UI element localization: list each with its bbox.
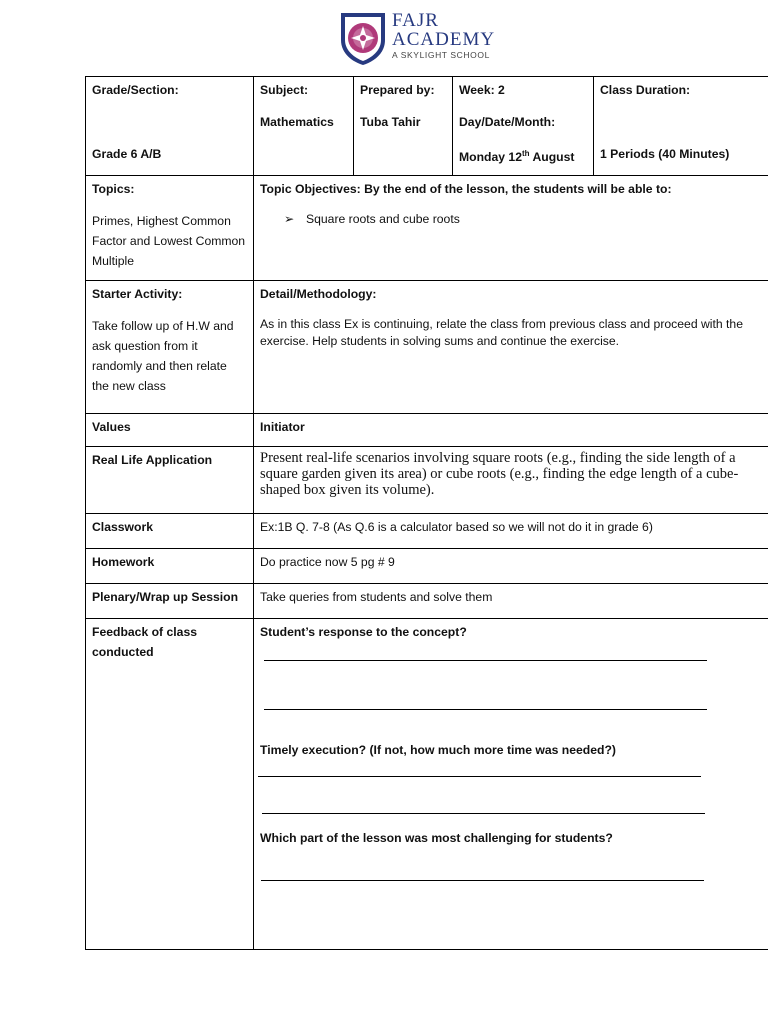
- objectives-cell: [254, 176, 768, 281]
- lesson-plan-table: [85, 76, 768, 950]
- plenary-value-cell: [254, 584, 768, 619]
- grade-label: Grade/Section:: [92, 83, 179, 97]
- values-label: Values: [92, 420, 131, 434]
- values-value-cell: [254, 414, 768, 447]
- duration-value: 1 Periods (40 Minutes): [600, 147, 730, 161]
- date-month: August: [529, 150, 575, 165]
- objective-list-item: [260, 209, 768, 229]
- answer-line[interactable]: [261, 880, 704, 881]
- prepared-label: Prepared by:: [360, 83, 435, 97]
- classwork-cell: [86, 514, 254, 549]
- starter-row: [86, 281, 768, 414]
- methodology-cell: [254, 281, 768, 414]
- real-life-cell: [86, 447, 254, 514]
- prepared-cell: [354, 77, 453, 176]
- feedback-question-1: Student’s response to the concept?: [260, 625, 467, 639]
- classwork-row: [86, 514, 768, 549]
- brand-tagline: A SKYLIGHT SCHOOL: [392, 50, 490, 60]
- values-row: [86, 414, 768, 447]
- feedback-label: Feedback of class conducted: [92, 625, 197, 659]
- subject-label: Subject:: [260, 83, 309, 97]
- objectives-heading: Topic Objectives: By the end of the lesson, the students will be able to:: [260, 182, 672, 196]
- date-value: [459, 144, 587, 167]
- plenary-value: Take queries from students and solve them: [260, 590, 493, 604]
- arrow-bullet-icon: ➢: [284, 212, 295, 226]
- topics-row: [86, 176, 768, 281]
- starter-cell: [86, 281, 254, 414]
- topics-value: Primes, Highest Common Factor and Lowest Common Multiple: [92, 214, 246, 268]
- homework-value-cell: [254, 549, 768, 584]
- methodology-text: As in this class Ex is continuing, relate the class from previous class and proceed with the exercise. Help students in solving sums and continue the exercise.: [260, 317, 743, 348]
- values-cell: [86, 414, 254, 447]
- real-life-row: [86, 447, 768, 514]
- plenary-label: Plenary/Wrap up Session: [92, 590, 239, 604]
- feedback-row: [86, 619, 768, 950]
- classwork-label: Classwork: [92, 520, 153, 534]
- subject-cell: [254, 77, 354, 176]
- feedback-cell: [86, 619, 254, 950]
- brand-wordmark: [392, 12, 495, 60]
- homework-label: Homework: [92, 555, 155, 569]
- feedback-questions-cell: [254, 619, 768, 950]
- real-life-value-cell: [254, 447, 768, 514]
- values-value: Initiator: [260, 420, 305, 434]
- week-cell: [453, 77, 594, 176]
- topics-cell: [86, 176, 254, 281]
- feedback-question-2: Timely execution? (If not, how much more time was needed?): [260, 743, 616, 757]
- shield-crest-icon: [337, 10, 389, 66]
- prepared-value: Tuba Tahir: [360, 115, 421, 129]
- subject-value: Mathematics: [260, 115, 334, 129]
- feedback-question-3: Which part of the lesson was most challenging for students?: [260, 831, 613, 845]
- daydate-label: Day/Date/Month:: [459, 115, 556, 129]
- duration-label: Class Duration:: [600, 83, 691, 97]
- homework-cell: [86, 549, 254, 584]
- date-ordinal: th: [522, 149, 530, 158]
- date-prefix: Monday 12: [459, 150, 522, 165]
- classwork-value: Ex:1B Q. 7-8 (As Q.6 is a calculator based so we will not do it in grade 6): [260, 520, 653, 534]
- grade-cell: [86, 77, 254, 176]
- classwork-value-cell: [254, 514, 768, 549]
- brand-name-line1: FAJR: [392, 10, 439, 31]
- starter-value: Take follow up of H.W and ask question from it randomly and then relate the new class: [92, 319, 234, 393]
- plenary-row: [86, 584, 768, 619]
- week-label: Week: 2: [459, 83, 505, 97]
- homework-row: [86, 549, 768, 584]
- methodology-heading: Detail/Methodology:: [260, 287, 377, 301]
- brand-name-line2: ACADEMY: [392, 29, 496, 50]
- info-row: [86, 77, 768, 176]
- starter-label: Starter Activity:: [92, 287, 183, 301]
- plenary-cell: [86, 584, 254, 619]
- real-life-label: Real Life Application: [92, 453, 213, 467]
- objective-item-text: Square roots and cube roots: [306, 212, 460, 226]
- duration-cell: [594, 77, 768, 176]
- homework-value: Do practice now 5 pg # 9: [260, 555, 395, 569]
- school-header: [0, 8, 768, 70]
- grade-value: Grade 6 A/B: [92, 147, 162, 161]
- real-life-value: Present real-life scenarios involving square roots (e.g., finding the side length of a square garden given its area) or cube roots (e.g., finding the edge length of a cube-shaped box given its volume).: [260, 450, 739, 498]
- topics-label: Topics:: [92, 182, 135, 196]
